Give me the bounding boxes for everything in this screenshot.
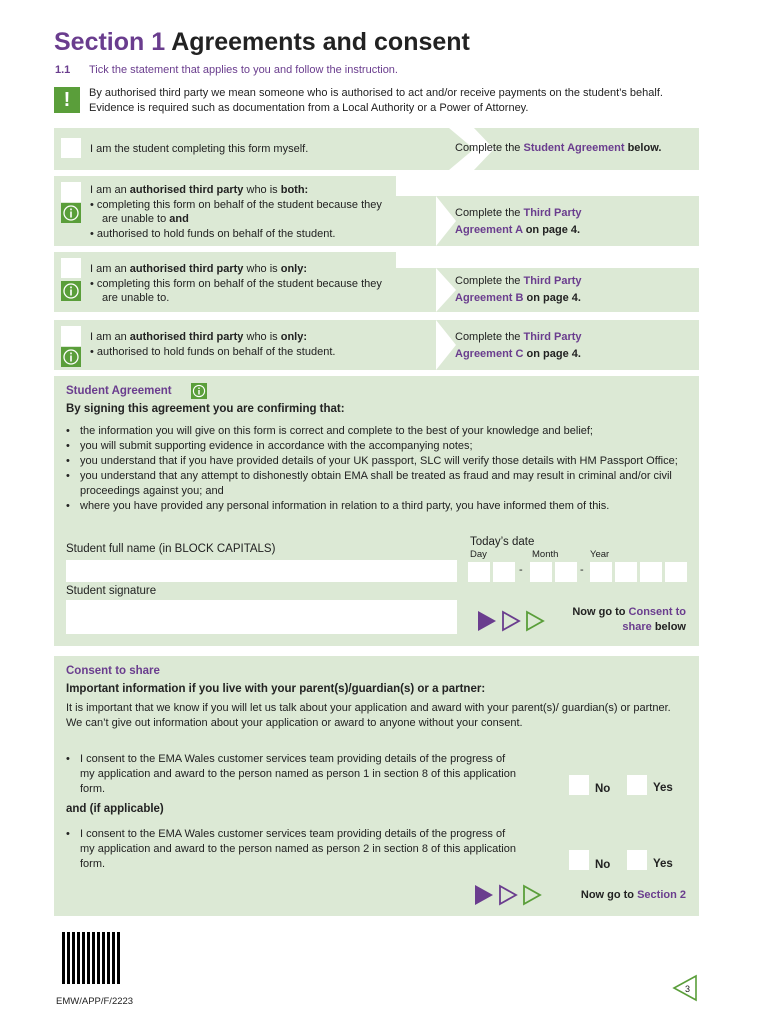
option-2-mid: who is (243, 184, 281, 196)
option-2-bold2: both: (280, 184, 309, 196)
option-3-instruction-post: on page 4. (523, 292, 581, 304)
option-2-instruction-post: on page 4. (522, 224, 581, 236)
form-code: EMW/APP/F/2223 (56, 996, 134, 1007)
option-4-mid: who is (243, 331, 281, 343)
student-signature-input[interactable] (66, 600, 457, 634)
section-title: Agreements and consent (171, 28, 470, 56)
student-agreement-subheading: By signing this agreement you are confirming that: (66, 403, 345, 415)
third-party-c-link[interactable]: Third Party Agreement C (455, 331, 582, 360)
consent-to-share-link[interactable]: Consent to share (622, 606, 686, 633)
option-4-instruction (455, 329, 625, 363)
option-4-line1: I am an (90, 331, 130, 343)
option-4-checkbox[interactable] (61, 326, 81, 346)
day-label: Day (470, 549, 487, 560)
consent-item-2 (66, 827, 521, 872)
info-icon (61, 347, 81, 367)
option-3-instruction-pre: Complete the (455, 275, 524, 287)
date-year-4[interactable] (665, 562, 687, 582)
consent-item-2-text: • I consent to the EMA Wales customer services team providing details of the progress of my application and award to the person named as person 2 in section 8 of this application form. (66, 827, 521, 872)
agreement-item: • you understand that if you have provided details of your UK passport, SLC will verify those details with HM Passport Office; (66, 454, 691, 469)
option-3-text (90, 262, 390, 306)
option-3-bullet-1: • completing this form on behalf of the student because they are unable to. (90, 277, 390, 306)
date-separator: - (519, 564, 523, 576)
goto-section-2-pre: Now go to (580, 889, 638, 901)
goto-consent-post: below (651, 621, 686, 633)
option-3-instruction (455, 273, 625, 307)
arrow-icons (473, 883, 545, 907)
month-label: Month (532, 549, 559, 560)
student-agreement-title: Student Agreement (66, 385, 172, 397)
info-icon (191, 383, 207, 399)
option-1-checkbox[interactable] (61, 138, 81, 158)
date-month-2[interactable] (555, 562, 577, 582)
student-name-input[interactable] (66, 560, 457, 582)
exclamation-icon: ! (54, 87, 80, 113)
agreement-item: • you will submit supporting evidence in accordance with the accompanying notes; (66, 439, 691, 454)
consent-intro: It is important that we know if you will let us talk about your application and award with your parent(s)/ guardian(s) or partner. We can’t give out information about your application or award to anyone without your consent. (66, 702, 671, 729)
agreement-item: • the information you will give on this form is correct and complete to the best of your knowledge and belief; (66, 424, 691, 439)
option-4-instruction-pre: Complete the (455, 331, 524, 343)
info-icon (61, 203, 81, 223)
agreement-item: • where you have provided any personal information in relation to a third party, you have informed them of this. (66, 499, 691, 514)
date-year-1[interactable] (590, 562, 612, 582)
question-1-1 (55, 64, 398, 76)
option-2-bullet-1-bold: and (169, 213, 189, 225)
page-title (54, 28, 470, 57)
option-4-text (90, 330, 390, 359)
student-agreement-list (66, 424, 691, 514)
option-1-instruction-pre: Complete the (455, 142, 524, 154)
consent-2-yes-label: Yes (653, 858, 673, 870)
student-signature-label: Student signature (66, 585, 157, 597)
date-day-1[interactable] (468, 562, 490, 582)
page-number: 3 (685, 984, 691, 994)
option-1-instruction-post: below. (624, 142, 662, 154)
option-2-bullet-1 (90, 198, 390, 227)
option-1-text: I am the student completing this form myself. (90, 143, 309, 155)
consent-2-no-label: No (595, 859, 611, 871)
consent-1-no-checkbox[interactable] (569, 775, 589, 795)
consent-subheading: Important information if you live with your parent(s)/guardian(s) or a partner: (66, 683, 486, 695)
third-party-b-link[interactable]: Third Party Agreement B (455, 275, 582, 304)
option-3-bold: authorised third party (129, 263, 244, 275)
question-instruction: Tick the statement that applies to you and follow the instruction. (89, 64, 398, 76)
goto-section-2 (558, 887, 686, 904)
option-4-instruction-post: on page 4. (523, 348, 581, 360)
section-number: Section 1 (54, 28, 166, 56)
option-2-bold: authorised third party (129, 184, 244, 196)
agreement-item: • you understand that any attempt to dishonestly obtain EMA shall be treated as fraud and may result in criminal and/or civil proceedings against you; and (66, 469, 691, 499)
option-3-bold2: only: (280, 263, 308, 275)
consent-1-yes-label: Yes (653, 782, 673, 794)
question-number: 1.1 (55, 64, 71, 76)
option-2-checkbox[interactable] (61, 182, 81, 202)
todays-date-label: Today’s date (470, 536, 535, 548)
date-year-3[interactable] (640, 562, 662, 582)
goto-consent-pre: Now go to (572, 606, 629, 618)
date-day-2[interactable] (493, 562, 515, 582)
option-2-text (90, 183, 390, 241)
consent-item-1-text: • I consent to the EMA Wales customer services team providing details of the progress of my application and award to the person named as person 1 in section 8 of this application form. (66, 752, 521, 797)
option-2-bullet-2: • authorised to hold funds on behalf of the student. (90, 227, 390, 242)
consent-1-yes-checkbox[interactable] (627, 775, 647, 795)
option-3-line1: I am an (90, 263, 130, 275)
option-2-instruction-pre: Complete the (455, 207, 524, 219)
option-2-instruction (455, 205, 625, 239)
option-3-mid: who is (243, 263, 281, 275)
and-if-applicable: and (if applicable) (66, 803, 164, 815)
consent-1-no-label: No (595, 783, 611, 795)
option-3-checkbox[interactable] (61, 258, 81, 278)
consent-2-no-checkbox[interactable] (569, 850, 589, 870)
section-2-link[interactable]: Section 2 (637, 889, 686, 901)
goto-consent (550, 605, 686, 635)
barcode-image (62, 932, 122, 984)
third-party-note: By authorised third party we mean someone who is authorised to act and/or receive payments on the student’s behalf. Evidence is required such as documentation from a Local Authority or a Power of Attorney. (89, 87, 663, 114)
consent-2-yes-checkbox[interactable] (627, 850, 647, 870)
year-label: Year (590, 549, 610, 560)
third-party-a-link[interactable]: Third Party Agreement A (455, 207, 582, 236)
option-4-bold2: only: (280, 331, 308, 343)
date-separator: - (580, 564, 584, 576)
date-month-1[interactable] (530, 562, 552, 582)
consent-heading: Consent to share (66, 665, 160, 677)
option-2-line1: I am an (90, 184, 130, 196)
consent-item-1 (66, 752, 521, 797)
option-2-bullet-1-text: completing this form on behalf of the student because they are unable to (96, 198, 382, 225)
option-1-instruction (455, 140, 661, 157)
student-agreement-heading (66, 385, 172, 397)
arrow-icons (476, 609, 546, 633)
option-4-bullet-1: • authorised to hold funds on behalf of the student. (90, 345, 390, 360)
student-name-label: Student full name (in BLOCK CAPITALS) (66, 543, 276, 555)
date-year-2[interactable] (615, 562, 637, 582)
student-agreement-link[interactable]: Student Agreement (523, 142, 625, 154)
option-4-bold: authorised third party (129, 331, 244, 343)
info-icon (61, 281, 81, 301)
